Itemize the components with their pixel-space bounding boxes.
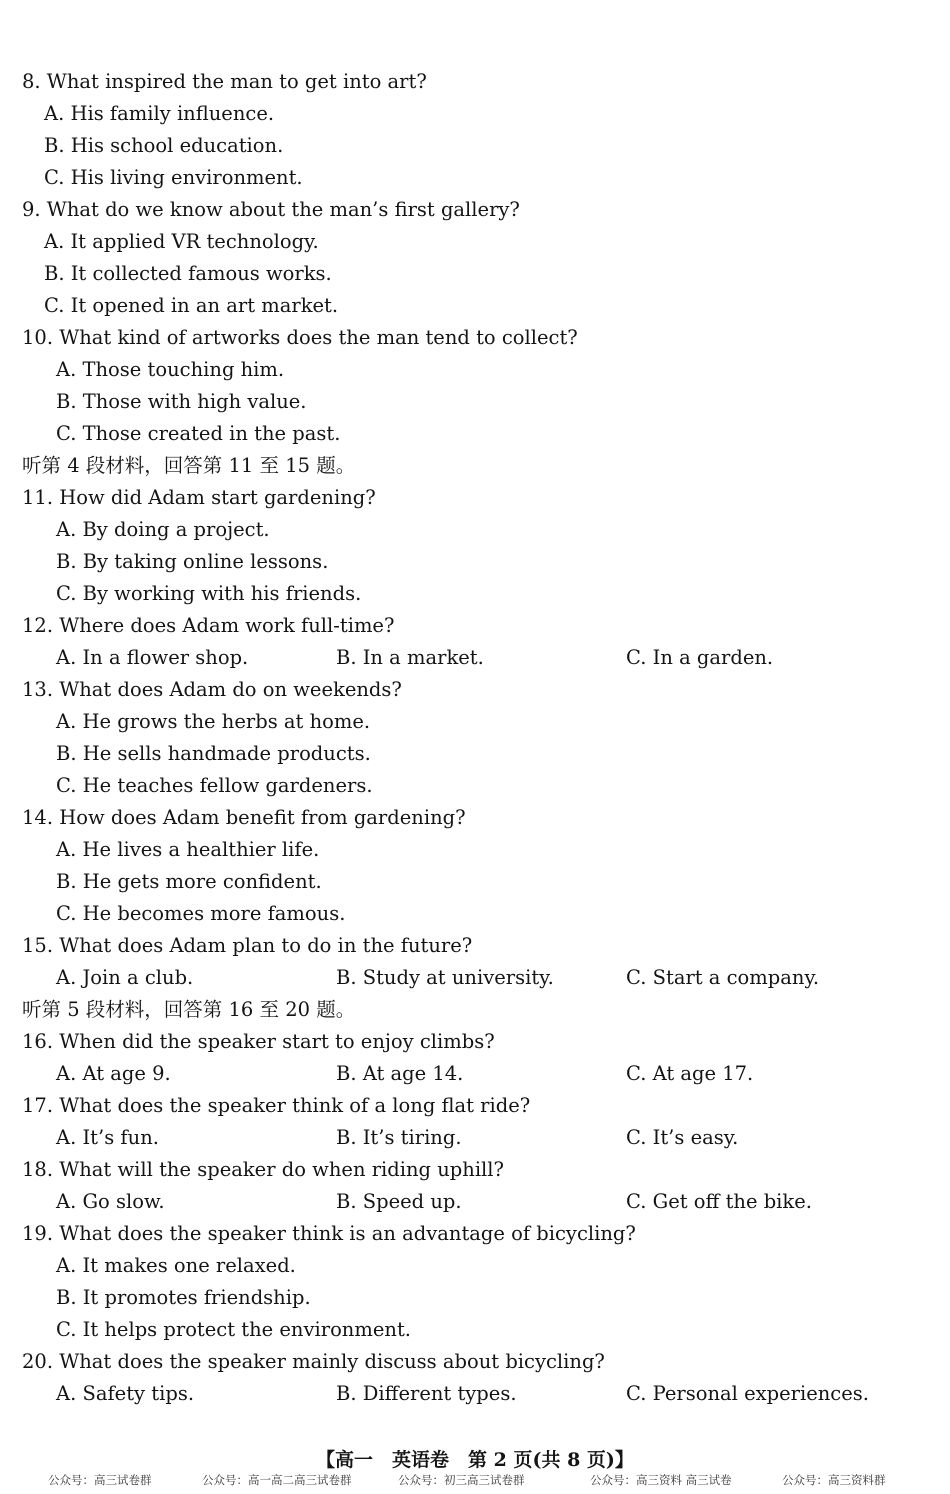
page-footer: 【高一 英语卷 第 2 页(共 8 页)】 xyxy=(316,1449,634,1471)
answer-option: B. In a market. xyxy=(336,646,484,669)
answer-option: B. Speed up. xyxy=(336,1190,462,1213)
answer-option: A. Those touching him. xyxy=(56,358,285,381)
answer-option: C. Those created in the past. xyxy=(56,422,341,445)
answer-option: A. It applied VR technology. xyxy=(44,230,319,253)
exam-page xyxy=(0,66,950,1410)
answer-option: A. In a flower shop. xyxy=(56,646,249,669)
question-text: 10. What kind of artworks does the man tend to collect? xyxy=(22,326,578,349)
answer-option: A. He grows the herbs at home. xyxy=(56,710,371,733)
question-text: 16. When did the speaker start to enjoy climbs? xyxy=(22,1030,495,1053)
answer-option: C. He teaches fellow gardeners. xyxy=(56,774,373,797)
answer-option: C. It opened in an art market. xyxy=(44,294,339,317)
watermark-text: 公众号：高三资料 高三试卷 xyxy=(590,1473,732,1487)
answer-option: C. His living environment. xyxy=(44,166,303,189)
question-text: 17. What does the speaker think of a long flat ride? xyxy=(22,1094,531,1117)
answer-option: B. His school education. xyxy=(44,134,284,157)
answer-option: A. Safety tips. xyxy=(56,1382,195,1405)
answer-option: A. By doing a project. xyxy=(56,518,270,541)
watermark-text: 公众号：高三资料群 xyxy=(782,1473,886,1487)
answer-option: C. Get off the bike. xyxy=(626,1190,812,1213)
option-row xyxy=(0,1186,950,1218)
answer-option: B. Those with high value. xyxy=(56,390,307,413)
question-text: 20. What does the speaker mainly discuss about bicycling? xyxy=(22,1350,605,1373)
answer-option: B. He gets more confident. xyxy=(56,870,322,893)
answer-option: A. He lives a healthier life. xyxy=(56,838,320,861)
answer-option: C. He becomes more famous. xyxy=(56,902,346,925)
option-row xyxy=(0,962,950,994)
section-instruction: 听第 5 段材料，回答第 16 至 20 题。 xyxy=(22,998,356,1021)
section-instruction: 听第 4 段材料，回答第 11 至 15 题。 xyxy=(22,454,356,477)
answer-option: A. Join a club. xyxy=(56,966,194,989)
answer-option: B. At age 14. xyxy=(336,1062,464,1085)
answer-option: A. At age 9. xyxy=(56,1062,171,1085)
question-text: 18. What will the speaker do when riding uphill? xyxy=(22,1158,504,1181)
option-row xyxy=(0,1378,950,1410)
option-row xyxy=(0,1058,950,1090)
answer-option: C. Personal experiences. xyxy=(626,1382,869,1405)
question-text: 19. What does the speaker think is an advantage of bicycling? xyxy=(22,1222,636,1245)
answer-option: C. At age 17. xyxy=(626,1062,754,1085)
question-text: 13. What does Adam do on weekends? xyxy=(22,678,402,701)
answer-option: B. Study at university. xyxy=(336,966,554,989)
answer-option: B. He sells handmade products. xyxy=(56,742,371,765)
option-row xyxy=(0,642,950,674)
answer-option: C. Start a company. xyxy=(626,966,820,989)
option-row xyxy=(0,1122,950,1154)
answer-option: C. It helps protect the environment. xyxy=(56,1318,411,1341)
answer-option: B. It’s tiring. xyxy=(336,1126,462,1149)
answer-option: A. Go slow. xyxy=(56,1190,165,1213)
question-text: 14. How does Adam benefit from gardening? xyxy=(22,806,466,829)
watermark-bar xyxy=(0,1472,950,1490)
answer-option: A. It makes one relaxed. xyxy=(56,1254,296,1277)
answer-option: A. His family influence. xyxy=(44,102,275,125)
question-text: 9. What do we know about the man’s first gallery? xyxy=(22,198,520,221)
question-text: 8. What inspired the man to get into art? xyxy=(22,70,427,93)
answer-option: A. It’s fun. xyxy=(56,1126,159,1149)
answer-option: B. By taking online lessons. xyxy=(56,550,329,573)
question-text: 11. How did Adam start gardening? xyxy=(22,486,376,509)
question-text: 15. What does Adam plan to do in the future? xyxy=(22,934,473,957)
answer-option: B. It promotes friendship. xyxy=(56,1286,311,1309)
answer-option: B. It collected famous works. xyxy=(44,262,332,285)
answer-option: C. In a garden. xyxy=(626,646,774,669)
answer-option: C. It’s easy. xyxy=(626,1126,739,1149)
answer-option: C. By working with his friends. xyxy=(56,582,362,605)
question-text: 12. Where does Adam work full-time? xyxy=(22,614,395,637)
watermark-text: 公众号：初三高三试卷群 xyxy=(398,1473,525,1487)
answer-option: B. Different types. xyxy=(336,1382,517,1405)
watermark-text: 公众号：高一高二高三试卷群 xyxy=(202,1473,352,1487)
watermark-text: 公众号：高三试卷群 xyxy=(48,1473,152,1487)
